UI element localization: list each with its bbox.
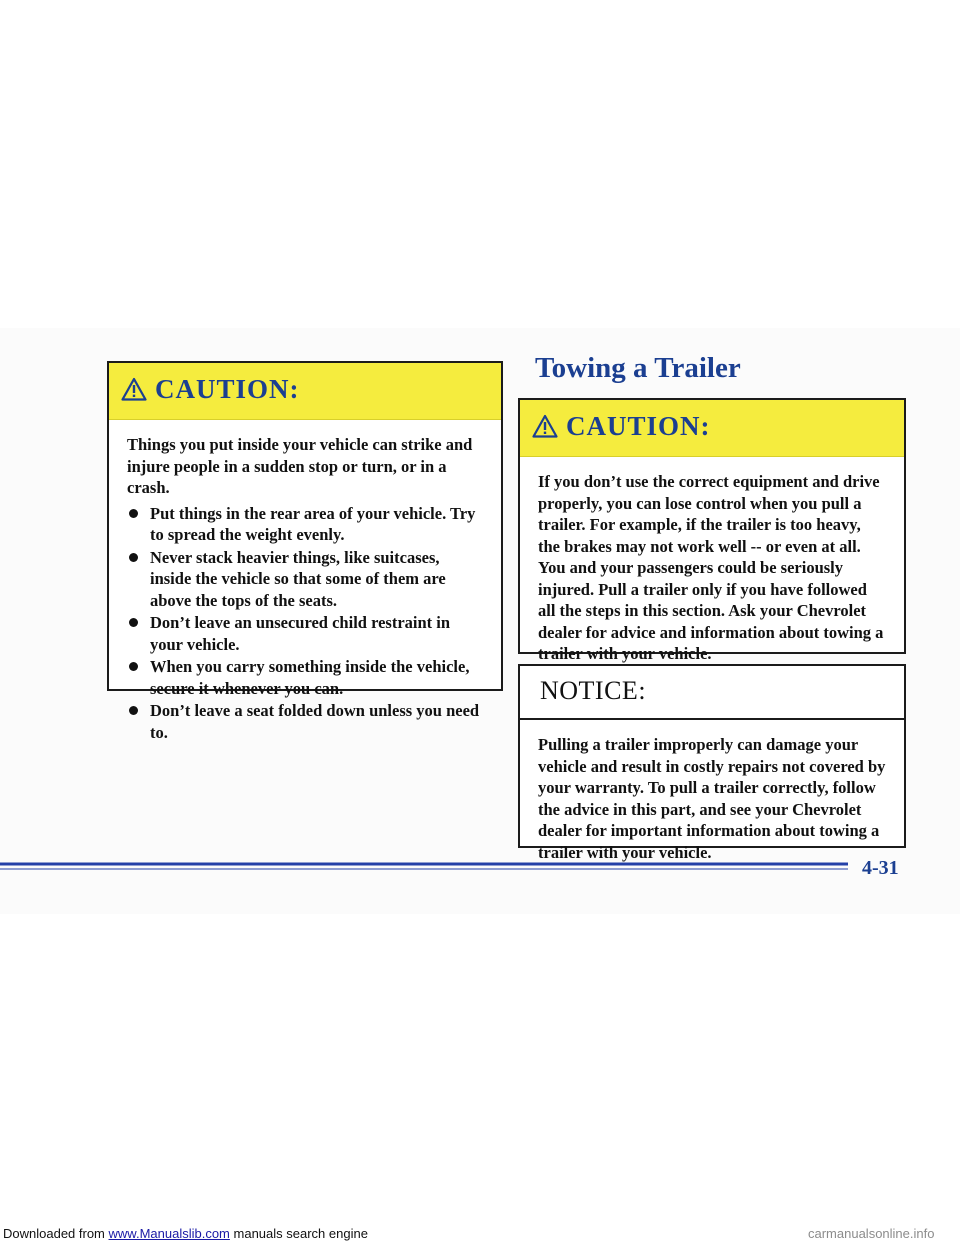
notice-box [518, 664, 906, 862]
list-item: Don’t leave an unsecured child restraint in your vehicle. [127, 612, 483, 655]
caution-body [109, 420, 501, 743]
bullet-icon [129, 662, 138, 671]
list-item: Don’t leave a seat folded down unless you need to. [127, 700, 483, 743]
caution-header [520, 400, 904, 457]
page-number: 4-31 [862, 857, 899, 879]
warning-triangle-icon [532, 414, 558, 438]
caution-box-left [107, 361, 503, 742]
site-watermark: carmanualsonline.info [808, 1226, 935, 1241]
caution-text: If you don’t use the correct equipment and drive properly, you can lose control when you pull a trailer. For example, if the trailer is too heavy, the brakes may not work well -- or even at all. You and your passengers could be seriously injured. Pull a trailer only if you have followed all the steps in this section. Ask your Chevrolet dealer for advice and information about towing a trailer with your vehicle. [538, 472, 884, 663]
list-item: Put things in the rear area of your vehicle. Try to spread the weight evenly. [127, 503, 483, 546]
caution-body [520, 457, 904, 665]
download-footer [0, 1226, 960, 1242]
notice-text: Pulling a trailer improperly can damage your vehicle and result in costly repairs not covered by your warranty. To pull a trailer correctly, follow the advice in this part, and see your Chevrolet dealer for important information about towing a trailer with your vehicle. [538, 735, 886, 862]
bullet-icon [129, 509, 138, 518]
notice-heading: NOTICE: [540, 676, 647, 705]
warning-triangle-icon [121, 377, 147, 401]
page-footer-rules [0, 848, 960, 878]
caution-box-right [518, 398, 906, 663]
caution-intro: Things you put inside your vehicle can strike and injure people in a sudden stop or turn, or in a crash. [127, 435, 473, 497]
download-credit: Downloaded from www.Manualslib.com manuals search engine [3, 1226, 368, 1241]
list-item: When you carry something inside the vehicle, secure it whenever you can. [127, 656, 483, 699]
bullet-icon [129, 618, 138, 627]
caution-header [109, 363, 501, 420]
section-title: Towing a Trailer [535, 352, 741, 384]
notice-header [520, 666, 904, 720]
manualslib-link[interactable]: www.Manualslib.com [108, 1226, 230, 1241]
caution-bullet-list [127, 503, 483, 744]
notice-body [520, 720, 904, 863]
caution-heading: CAUTION: [155, 374, 300, 404]
bullet-icon [129, 553, 138, 562]
caution-heading: CAUTION: [566, 411, 711, 441]
bullet-icon [129, 706, 138, 715]
list-item: Never stack heavier things, like suitcases, inside the vehicle so that some of them are above the tops of the seats. [127, 547, 483, 612]
